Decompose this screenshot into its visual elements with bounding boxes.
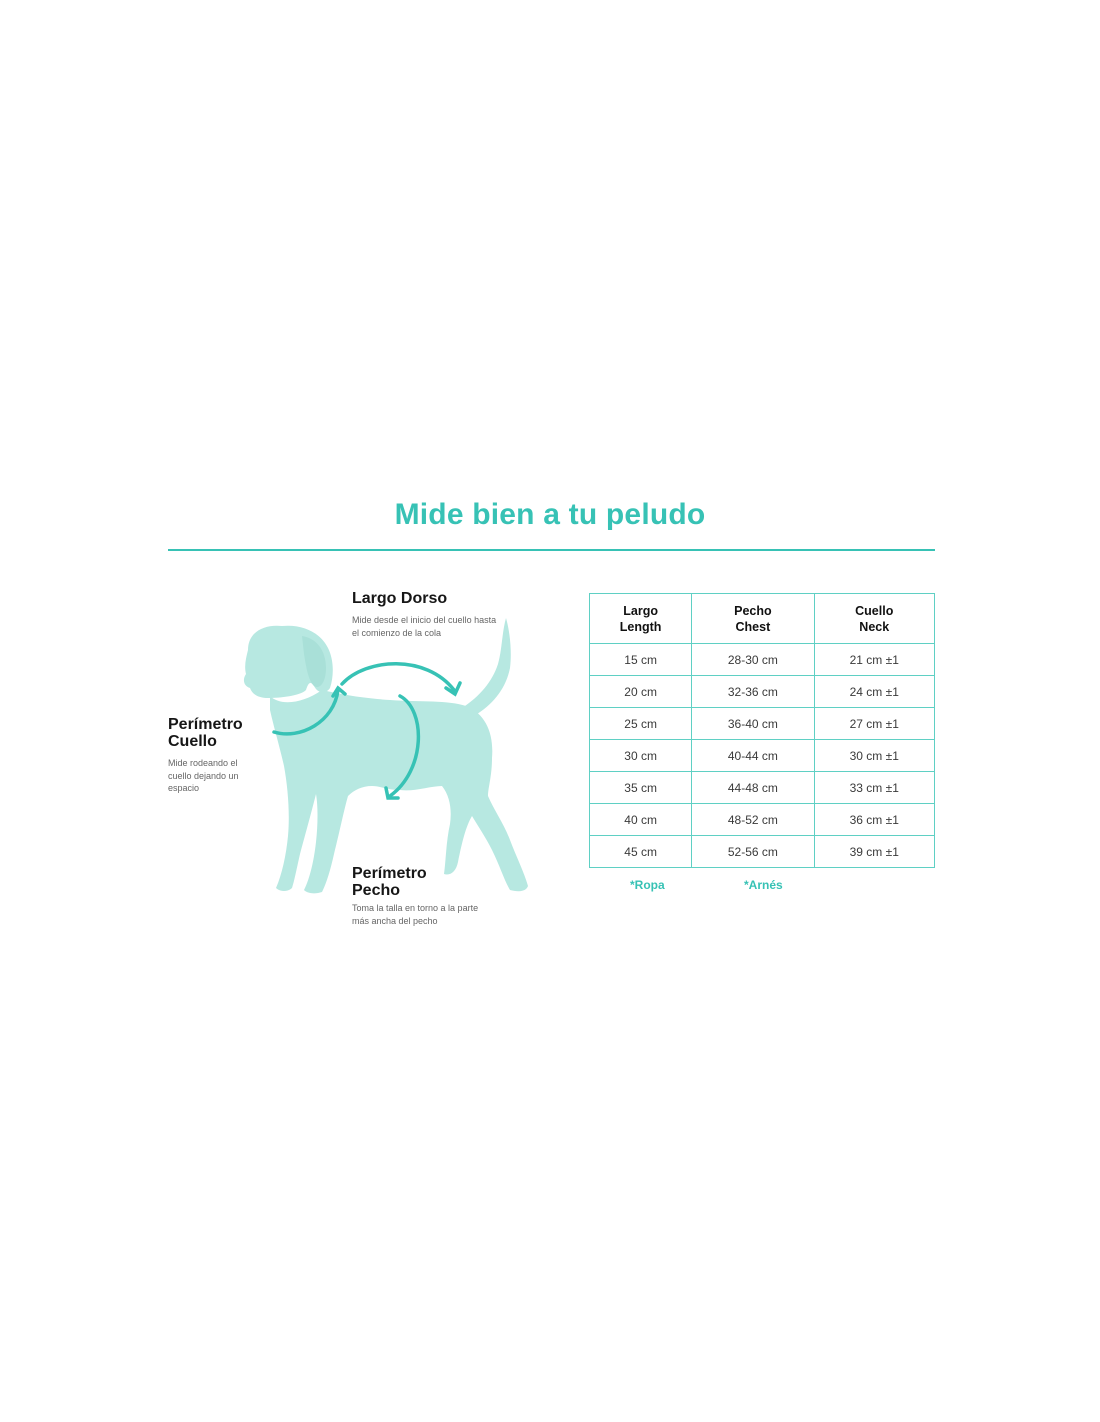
perimetro-cuello-heading: Perímetro Cuello (168, 716, 243, 750)
perimetro-cuello-description: Mide rodeando el cuello dejando un espacio (168, 758, 239, 793)
table-row (590, 772, 935, 804)
cell-length: 45 cm (590, 836, 692, 868)
header-label-en: Chest (735, 619, 771, 634)
table-row (590, 836, 935, 868)
header-label-es: Pecho (734, 603, 772, 618)
cell-neck: 39 cm ±1 (814, 836, 935, 868)
cell-length: 25 cm (590, 708, 692, 740)
table-row (590, 740, 935, 772)
cell-chest: 28-30 cm (692, 644, 814, 676)
header-label-en: Length (619, 619, 662, 634)
size-table (589, 593, 935, 868)
header-cuello (814, 594, 935, 644)
cell-neck: 36 cm ±1 (814, 804, 935, 836)
cell-length: 40 cm (590, 804, 692, 836)
table-row (590, 708, 935, 740)
cell-neck: 30 cm ±1 (814, 740, 935, 772)
dog-silhouette (244, 618, 528, 893)
largo-dorso-description: Mide desde el inicio del cuello hasta el comienzo de la cola (352, 615, 497, 638)
table-header-row (590, 594, 935, 644)
table-row (590, 676, 935, 708)
header-label-en: Neck (859, 619, 890, 634)
page-title: Mide bien a tu peludo (394, 498, 706, 531)
note-ropa: *Ropa (630, 878, 665, 892)
perimetro-pecho-description: Toma la talla en torno a la parte más ancha del pecho (352, 903, 479, 926)
cell-length: 35 cm (590, 772, 692, 804)
header-label-es: Cuello (855, 603, 894, 618)
note-arnes: *Arnés (744, 878, 783, 892)
cell-neck: 27 cm ±1 (814, 708, 935, 740)
cell-chest: 40-44 cm (692, 740, 814, 772)
header-label-es: Largo (623, 603, 658, 618)
cell-length: 15 cm (590, 644, 692, 676)
cell-neck: 33 cm ±1 (814, 772, 935, 804)
cell-chest: 48-52 cm (692, 804, 814, 836)
cell-chest: 52-56 cm (692, 836, 814, 868)
header-largo (590, 594, 692, 644)
cell-chest: 32-36 cm (692, 676, 814, 708)
cell-chest: 44-48 cm (692, 772, 814, 804)
cell-length: 30 cm (590, 740, 692, 772)
largo-dorso-heading: Largo Dorso (352, 590, 448, 607)
cell-length: 20 cm (590, 676, 692, 708)
header-pecho (692, 594, 814, 644)
cell-chest: 36-40 cm (692, 708, 814, 740)
table-row (590, 804, 935, 836)
cell-neck: 24 cm ±1 (814, 676, 935, 708)
table-row (590, 644, 935, 676)
perimetro-pecho-heading: Perímetro Pecho (352, 865, 427, 899)
dog-measurement-illustration (230, 610, 540, 900)
title-divider (168, 549, 935, 551)
cell-neck: 21 cm ±1 (814, 644, 935, 676)
